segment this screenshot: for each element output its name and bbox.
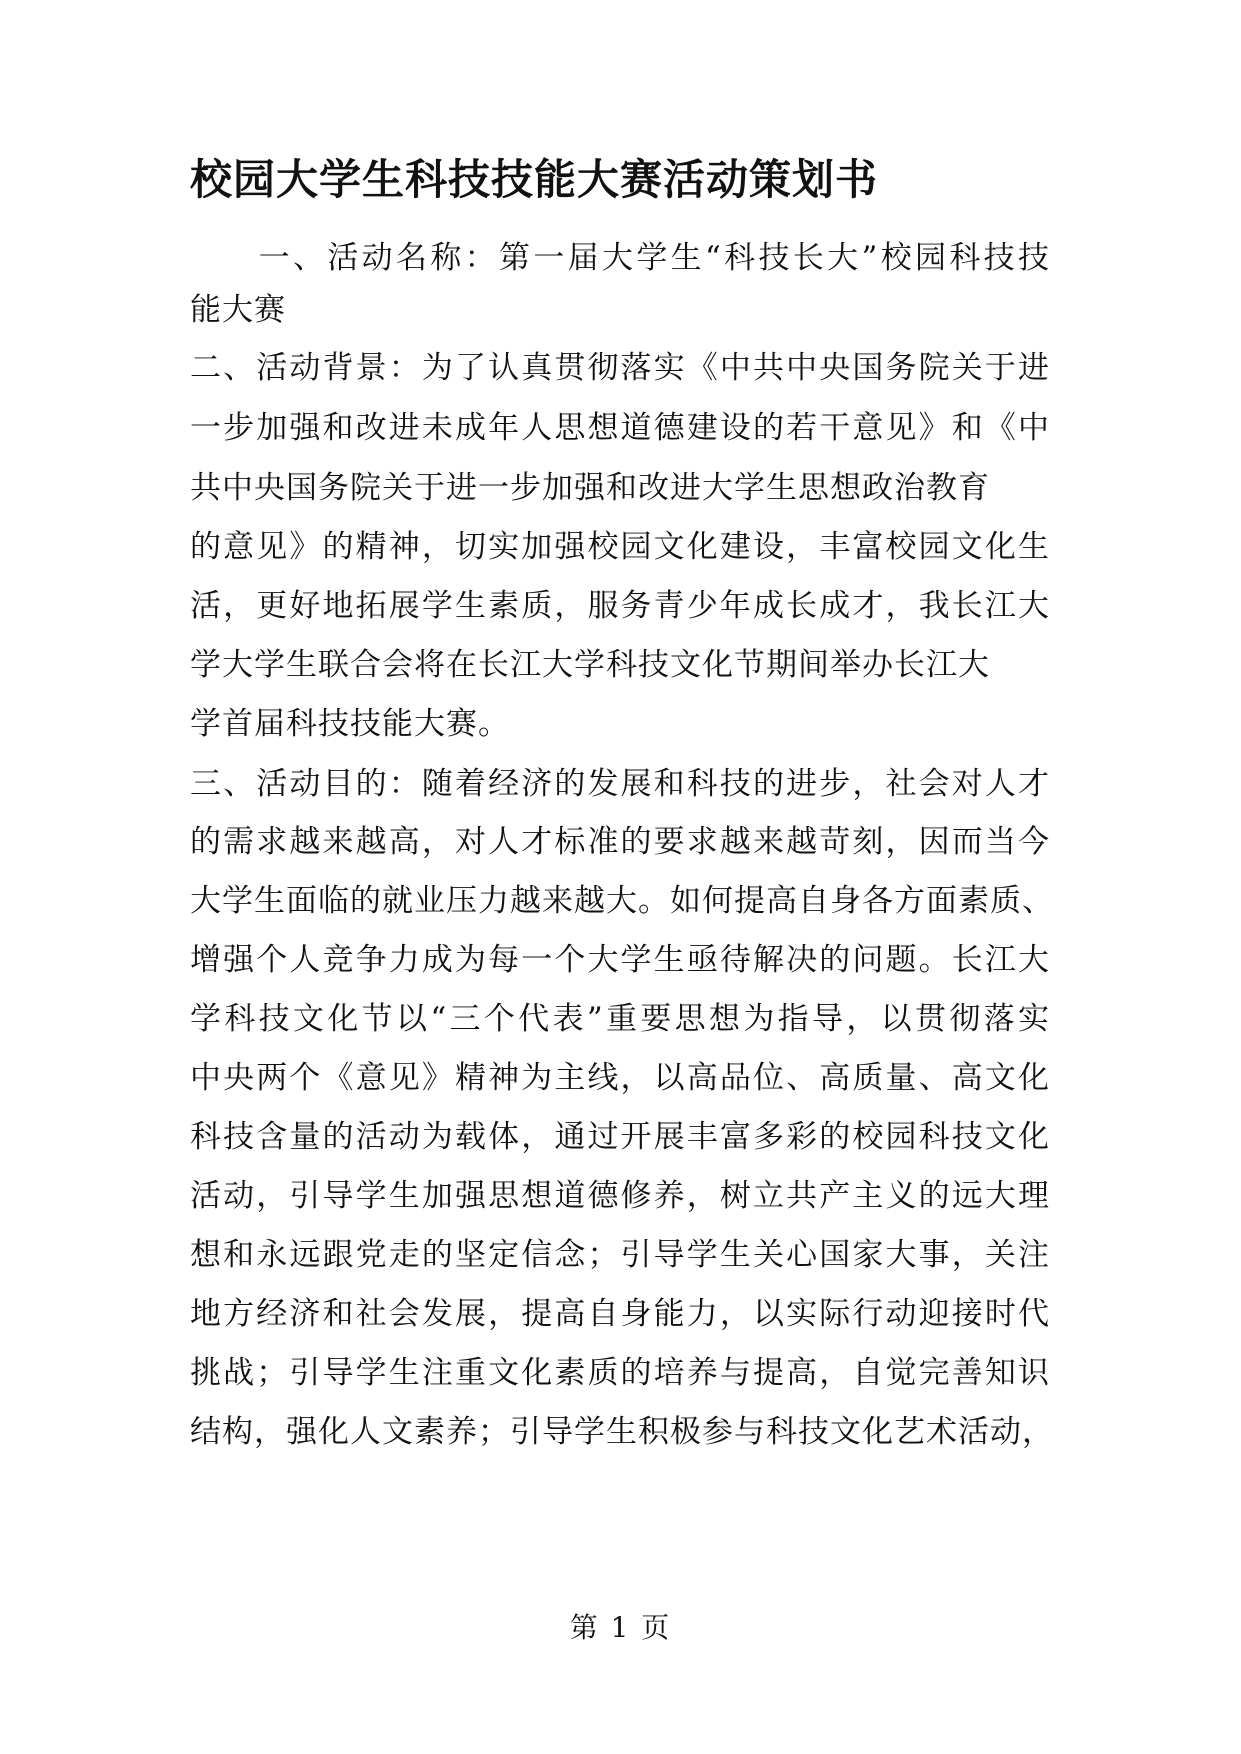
body-line: 共中央国务院关于进一步加强和改进大学生思想政治教育 [190,470,990,506]
body-line: 的意见》的精神，切实加强校园文化建设，丰富校园文化生 [190,529,1050,565]
body-line: 二、活动背景：为了认真贯彻落实《中共中央国务院关于进 [190,350,1050,386]
body-line: 三、活动目的：随着经济的发展和科技的进步，社会对人才 [190,766,1050,802]
body-line: 增强个人竞争力成为每一个大学生亟待解决的问题。长江大 [190,942,1050,978]
body-line: 的需求越来越高，对人才标准的要求越来越苛刻，因而当今 [190,824,1050,860]
body-line: 中央两个《意见》精神为主线，以高品位、高质量、高文化 [190,1060,1050,1096]
body-line: 学科技文化节以“三个代表”重要思想为指导，以贯彻落实 [190,1001,1050,1037]
body-line: 活，更好地拓展学生素质，服务青少年成长成才，我长江大 [190,588,1050,624]
body-line: 科技含量的活动为载体，通过开展丰富多彩的校园科技文化 [190,1119,1050,1155]
document-title: 校园大学生科技技能大赛活动策划书 [190,155,879,204]
body-line: 能大赛 [190,292,286,328]
body-line: 学首届科技技能大赛。 [190,706,510,742]
body-line: 一、活动名称：第一届大学生“科技长大”校园科技技 [190,240,1050,276]
body-line: 一步加强和改进未成年人思想道德建设的若干意见》和《中 [190,410,1050,446]
page-number: 第 1 页 [569,1611,672,1644]
body-line: 学大学生联合会将在长江大学科技文化节期间举办长江大 [190,647,990,683]
body-line: 结构，强化人文素养；引导学生积极参与科技文化艺术活动， [190,1414,1054,1450]
body-line: 地方经济和社会发展，提高自身能力，以实际行动迎接时代 [190,1296,1050,1332]
body-line: 大学生面临的就业压力越来越大。如何提高自身各方面素质、 [190,883,1054,919]
body-line: 挑战；引导学生注重文化素质的培养与提高，自觉完善知识 [190,1355,1050,1391]
body-line: 活动，引导学生加强思想道德修养，树立共产主义的远大理 [190,1178,1050,1214]
body-line: 想和永远跟党走的坚定信念；引导学生关心国家大事，关注 [190,1237,1050,1273]
